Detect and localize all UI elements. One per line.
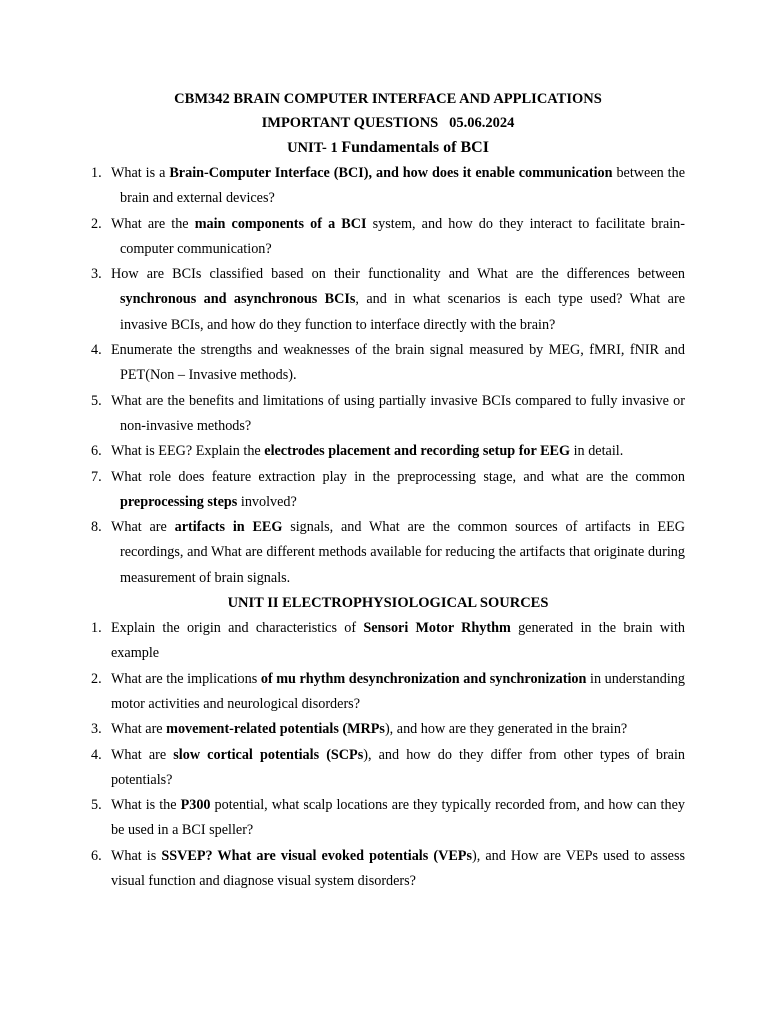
question-item: [91, 793, 685, 844]
question-number: 5.: [91, 797, 102, 814]
unit1-label: UNIT- 1: [287, 140, 342, 156]
question-bold-text: synchronous and asynchronous BCIs: [120, 291, 356, 308]
question-item: [91, 667, 685, 718]
question-plain-text: What are: [111, 746, 174, 763]
course-title: CBM342 BRAIN COMPUTER INTERFACE AND APPLICATIONS: [174, 91, 602, 107]
question-plain-text: What are the: [111, 215, 195, 232]
question-text: [111, 338, 685, 389]
unit1-heading: [91, 135, 685, 161]
question-item: [91, 515, 685, 591]
question-text: [111, 667, 685, 718]
unit2-question-list: [91, 616, 685, 894]
question-bold-text: movement-related potentials (MRPs: [166, 721, 385, 738]
question-text: [111, 616, 685, 667]
question-number: 4.: [91, 746, 102, 763]
question-text: [111, 515, 685, 591]
question-bold-text: of mu rhythm desynchronization and synchronization: [260, 670, 587, 687]
question-plain-text: What are: [111, 721, 167, 738]
question-item: [91, 262, 685, 338]
question-plain-text: generated in the brain with example: [111, 620, 685, 662]
question-plain-text: ), and how do they differ from other types of brain potentials?: [111, 746, 686, 788]
unit2-heading: UNIT II ELECTROPHYSIOLOGICAL SOURCES: [227, 595, 549, 612]
question-item: [91, 616, 685, 667]
question-number: 3.: [91, 721, 102, 738]
question-number: 2.: [91, 215, 102, 232]
question-plain-text: What is: [111, 847, 162, 864]
question-plain-text: What is a: [111, 165, 170, 181]
question-bold-text: slow cortical potentials (SCPs: [173, 746, 364, 763]
question-plain-text: What is the: [111, 797, 181, 814]
question-item: [91, 161, 685, 212]
question-plain-text: What are the implications: [111, 670, 261, 687]
question-number: 7.: [91, 468, 102, 485]
document-subtitle: [91, 111, 685, 135]
question-text: [111, 161, 685, 212]
question-bold-text: Sensori Motor Rhythm: [363, 620, 511, 637]
question-number: 6.: [91, 847, 102, 864]
question-plain-text: ), and How are VEPs used to assess visual function and diagnose visual system disorders?: [111, 847, 685, 890]
question-number: 1.: [91, 165, 102, 181]
question-number: 3.: [91, 266, 102, 283]
question-plain-text: What is EEG? Explain the: [111, 443, 265, 460]
question-bold-text: Brain-Computer Interface (BCI), and how does it enable communication: [169, 165, 613, 181]
question-item: [91, 389, 685, 440]
question-number: 6.: [91, 443, 102, 460]
question-number: 4.: [91, 342, 102, 359]
question-number: 1.: [91, 620, 102, 637]
question-plain-text: Explain the origin and characteristics of: [111, 620, 364, 637]
question-text: [111, 439, 685, 464]
question-bold-text: SSVEP? What are visual evoked potentials (VEPs: [161, 847, 472, 864]
question-bold-text: artifacts in EEG: [174, 519, 283, 536]
question-plain-text: signals, and What are the common sources of artifacts in EEG recordings, and What are different methods available for reducing the artifacts that originate during measurement of brain signals.: [120, 519, 685, 586]
question-text: [111, 262, 685, 338]
question-text: [111, 793, 685, 844]
question-item: [91, 743, 685, 794]
question-item: [91, 212, 685, 263]
question-plain-text: potential, what scalp locations are they typically recorded from, and how can they be used in a BCI speller?: [111, 797, 685, 839]
question-item: [91, 844, 685, 895]
question-number: 2.: [91, 670, 102, 687]
question-number: 5.: [91, 392, 102, 409]
question-text: [111, 212, 685, 263]
question-item: [91, 465, 685, 516]
unit1-question-list: [91, 161, 685, 591]
question-plain-text: between the brain and external devices?: [120, 165, 685, 207]
unit1-title: Fundamentals of BCI: [341, 139, 489, 156]
question-bold-text: main components of a BCI: [194, 215, 367, 232]
subtitle-text: IMPORTANT QUESTIONS 05.06.2024: [261, 115, 515, 131]
question-bold-text: P300: [180, 797, 211, 814]
question-text: [111, 389, 685, 440]
question-plain-text: What are the benefits and limitations of using partially invasive BCIs compared to fully invasive or non-invasive methods?: [111, 392, 685, 434]
question-bold-text: electrodes placement and recording setup for EEG: [264, 443, 571, 460]
question-plain-text: in detail.: [570, 443, 624, 460]
question-item: [91, 338, 685, 389]
question-text: [111, 844, 685, 895]
question-plain-text: ), and how are they generated in the brain?: [384, 721, 628, 738]
question-plain-text: system, and how do they interact to facilitate brain-computer communication?: [120, 215, 686, 257]
question-item: [91, 717, 685, 742]
question-number: 8.: [91, 519, 102, 536]
question-plain-text: What are: [111, 519, 175, 536]
question-plain-text: , and in what scenarios is each type used? What are invasive BCIs, and how do they function to interface directly with the brain?: [120, 291, 685, 333]
question-plain-text: What role does feature extraction play in the preprocessing stage, and what are the common: [111, 468, 685, 485]
question-text: [111, 743, 685, 794]
question-text: [111, 465, 685, 516]
question-text: [111, 717, 685, 742]
question-plain-text: involved?: [237, 493, 297, 510]
question-bold-text: preprocessing steps: [120, 493, 238, 510]
question-plain-text: Enumerate the strengths and weaknesses of the brain signal measured by MEG, fMRI, fNIR and PET(Non – Invasive methods).: [111, 342, 685, 384]
question-item: [91, 439, 685, 464]
question-plain-text: How are BCIs classified based on their functionality and What are the differences between: [111, 266, 685, 283]
question-plain-text: in understanding motor activities and neurological disorders?: [111, 670, 685, 712]
